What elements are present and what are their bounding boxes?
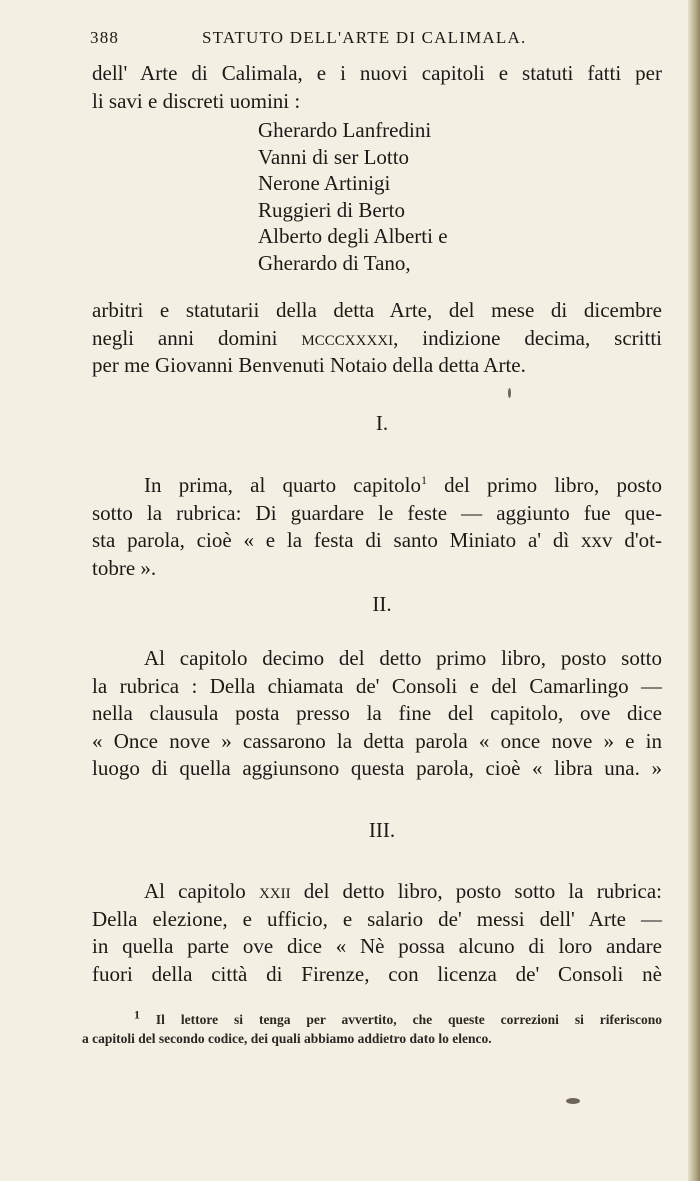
running-head — [90, 28, 660, 54]
footnote — [82, 1007, 662, 1048]
section-1-paragraph — [92, 472, 662, 582]
text-line: fuori della città di Firenze, con licenza de' Consoli nè — [92, 961, 662, 986]
page-number: 388 — [90, 28, 120, 47]
text-line: arbitri e statutarii della detta Arte, del mese di dicembre — [92, 298, 662, 322]
footnote-marker: 1 — [134, 1007, 140, 1022]
section-heading-2: II. — [372, 592, 392, 616]
text-line: Al capitolo xxii del detto libro, posto sotto la rubrica: — [144, 879, 662, 903]
name-item: Gherardo di Tano, — [258, 250, 411, 275]
text-line: Al capitolo decimo del detto primo libro, posto sotto — [144, 646, 662, 670]
text-line: dell' Arte di Calimala, e i nuovi capitoli e statuti fatti per — [92, 61, 662, 85]
chapter-numeral: xxii — [258, 879, 291, 903]
section-heading-1: I. — [375, 411, 389, 435]
text-line: « Once nove » cassarono la detta parola « once nove » e in — [92, 728, 662, 753]
section-heading-3: III. — [368, 818, 396, 842]
text-line: luogo di quella aggiunsono questa parola, cioè « libra una. » — [92, 756, 662, 780]
text-line: sotto la rubrica: Di guardare le feste — aggiunto fue que- — [92, 500, 662, 525]
text-line: sta parola, cioè « e la festa di santo Miniato a' dì xxv d'ot- — [92, 528, 662, 552]
text-line: li savi e discreti uomini : — [92, 88, 301, 113]
name-item: Nerone Artinigi — [258, 171, 391, 195]
text-line: Della elezione, e ufficio, e salario de' messi dell' Arte — — [92, 906, 662, 931]
page-edge-shadow — [688, 0, 700, 1181]
text-line: in quella parte ove dice « Nè possa alcuno di loro andare — [92, 934, 662, 958]
footnote-line: a capitoli del secondo codice, dei quali abbiamo addietro dato lo elenco. — [82, 1031, 492, 1046]
intro-paragraph — [92, 60, 662, 115]
ink-speck — [566, 1098, 580, 1104]
text-line: la rubrica : Della chiamata de' Consoli e del Camarlingo — — [92, 673, 662, 698]
text-line: In prima, al quarto capitolo$^1$ del primo libro, posto — [144, 473, 662, 497]
section-3-paragraph — [92, 878, 662, 988]
text-line: tobre ». — [92, 555, 157, 580]
footnote-line: $^1$ Il lettore si tenga per avvertito, che queste correzioni si riferiscono — [134, 1007, 662, 1027]
footnote-ref: 1 — [420, 473, 427, 487]
name-item: Ruggieri di Berto — [258, 197, 405, 222]
name-item: Alberto degli Alberti e — [258, 224, 448, 248]
names-list — [258, 117, 448, 276]
ink-speck — [508, 388, 511, 398]
name-item: Vanni di ser Lotto — [258, 144, 410, 169]
text-line: per me Giovanni Benvenuti Notaio della detta Arte. — [92, 353, 526, 377]
text-line: negli anni domini mcccxxxxi, indizione decima, scritti — [92, 325, 662, 350]
text-line: nella clausula posta presso la fine del capitolo, ove dice — [92, 701, 662, 725]
year-numeral: mcccxxxxi — [301, 325, 394, 350]
closing-paragraph — [92, 297, 662, 380]
section-2-paragraph — [92, 645, 662, 783]
running-title: STATUTO DELL'ARTE DI CALIMALA. — [202, 28, 527, 47]
name-item: Gherardo Lanfredini — [258, 118, 432, 142]
